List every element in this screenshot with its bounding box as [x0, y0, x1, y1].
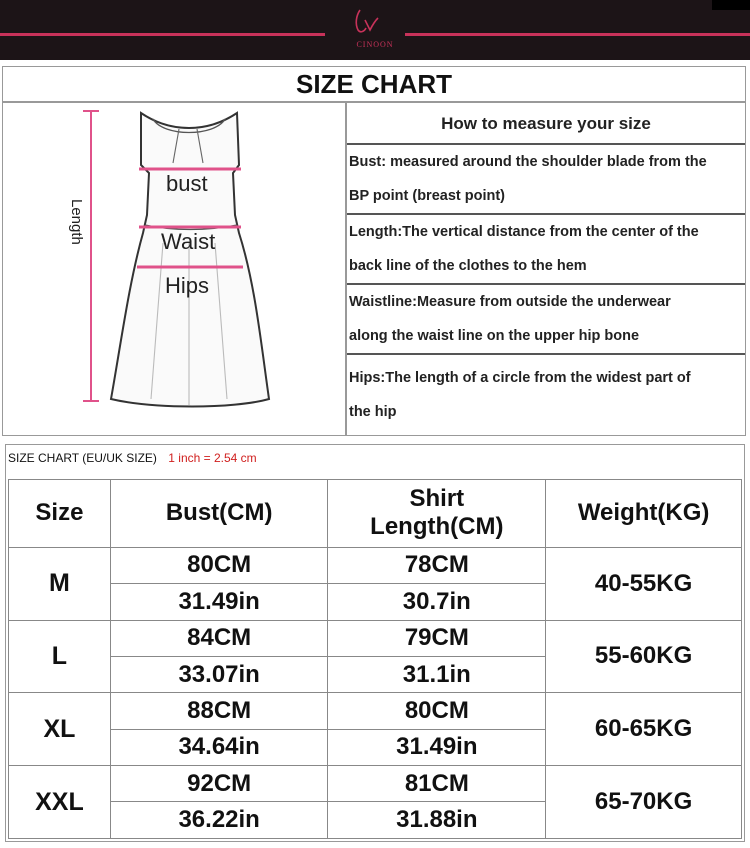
measure-row-bust	[347, 145, 745, 215]
measure-row-length	[347, 215, 745, 285]
weight-cell: 65-70KG	[546, 766, 742, 839]
table-row	[9, 620, 742, 656]
bust-in-cell: 36.22in	[110, 802, 328, 839]
length-in-cell: 31.88in	[328, 802, 546, 839]
measure-text: the hip	[349, 404, 397, 420]
page-title: SIZE CHART	[2, 66, 746, 102]
measure-guide	[346, 102, 746, 436]
length-cm-cell: 80CM	[328, 693, 546, 729]
dress-drawing	[3, 103, 345, 435]
size-cell: XL	[9, 693, 111, 766]
measure-row-hips	[347, 355, 745, 435]
bust-in-cell: 31.49in	[110, 584, 328, 620]
measure-text: Length:The vertical distance from the center of the	[349, 224, 699, 240]
size-table	[8, 479, 742, 839]
weight-cell: 40-55KG	[546, 547, 742, 620]
header-length	[328, 480, 546, 548]
length-in-cell: 30.7in	[328, 584, 546, 620]
measure-text: back line of the clothes to the hem	[349, 258, 587, 274]
size-table-section	[5, 444, 745, 842]
table-row	[9, 547, 742, 583]
header-bust: Bust(CM)	[110, 480, 328, 548]
header-weight: Weight(KG)	[546, 480, 742, 548]
bust-cm-cell: 84CM	[110, 620, 328, 656]
measure-text: Bust: measured around the shoulder blade from the	[349, 154, 707, 170]
table-row	[9, 766, 742, 802]
length-in-cell: 31.1in	[328, 656, 546, 692]
dress-illustration	[2, 102, 346, 436]
bust-label: bust	[166, 171, 208, 196]
length-label: Length	[68, 199, 85, 245]
brand-name: CINOON	[356, 40, 394, 49]
header-accent-line-right	[405, 33, 750, 36]
brand-header	[0, 0, 750, 60]
size-cell: XXL	[9, 766, 111, 839]
length-in-cell: 31.49in	[328, 729, 546, 765]
header-accent-line-left	[0, 33, 325, 36]
bust-in-cell: 34.64in	[110, 729, 328, 765]
size-cell: L	[9, 620, 111, 693]
corner-block	[712, 0, 750, 10]
length-cm-cell: 81CM	[328, 766, 546, 802]
table-header-row	[9, 480, 742, 548]
bust-in-cell: 33.07in	[110, 656, 328, 692]
caption-text: SIZE CHART (EU/UK SIZE)	[8, 451, 157, 465]
conversion-note: 1 inch = 2.54 cm	[168, 451, 257, 465]
measure-row-waist	[347, 285, 745, 355]
length-cm-cell: 78CM	[328, 547, 546, 583]
waist-label: Waist	[161, 229, 216, 254]
bust-cm-cell: 88CM	[110, 693, 328, 729]
brand-logo-icon	[348, 6, 384, 36]
weight-cell: 55-60KG	[546, 620, 742, 693]
bust-cm-cell: 92CM	[110, 766, 328, 802]
hips-label: Hips	[165, 273, 210, 298]
length-cm-cell: 79CM	[328, 620, 546, 656]
table-caption	[8, 451, 257, 465]
weight-cell: 60-65KG	[546, 693, 742, 766]
measure-text: along the waist line on the upper hip bone	[349, 328, 640, 344]
measure-text: Hips:The length of a circle from the widest part of	[349, 370, 691, 386]
measure-text: Waistline:Measure from outside the underwear	[349, 294, 671, 310]
size-cell: M	[9, 547, 111, 620]
table-row	[9, 693, 742, 729]
bust-cm-cell: 80CM	[110, 547, 328, 583]
measure-heading: How to measure your size	[347, 103, 745, 145]
header-size: Size	[9, 480, 111, 548]
header-length-line2: Length(CM)	[370, 513, 504, 541]
header-length-line1: Shirt	[409, 485, 465, 513]
measure-text: BP point (breast point)	[349, 188, 506, 204]
